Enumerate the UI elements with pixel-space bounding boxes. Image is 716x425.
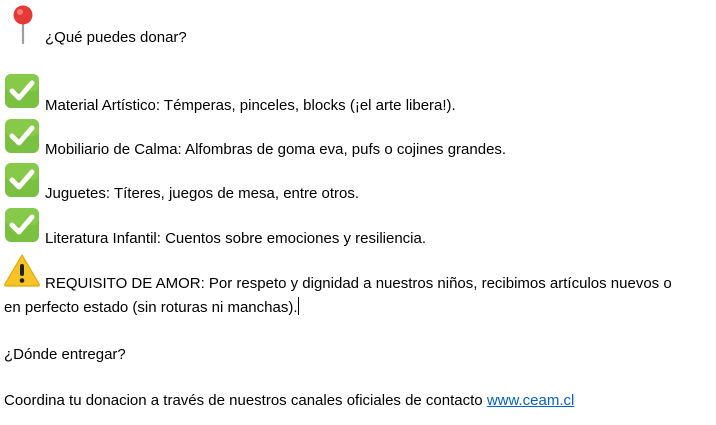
delivery-question: ¿Dónde entregar?	[4, 346, 126, 363]
list-item: Mobiliario de Calma: Alfombras de goma eva, pufs o cojines grandes.	[45, 141, 507, 158]
requirement-text-line-2	[4, 297, 299, 318]
check-mark-button-icon	[4, 73, 40, 109]
contact-line	[4, 391, 574, 411]
website-link[interactable]: www.ceam.cl	[486, 392, 575, 409]
check-mark-button-icon	[4, 118, 40, 154]
donation-question: ¿Qué puedes donar?	[45, 29, 187, 46]
text-cursor	[298, 297, 299, 315]
list-item: Literatura Infantil: Cuentos sobre emociones y resiliencia.	[45, 230, 427, 247]
warning-icon	[3, 253, 41, 287]
contact-text: Coordina tu donacion a través de nuestros canales oficiales de contacto	[4, 392, 483, 409]
round-pushpin-icon	[6, 4, 40, 44]
requirement-text: en perfecto estado (sin roturas ni manchas).	[4, 299, 298, 316]
list-item: Juguetes: Títeres, juegos de mesa, entre otros.	[45, 185, 360, 202]
check-mark-button-icon	[4, 162, 40, 198]
requirement-text-line-1: REQUISITO DE AMOR: Por respeto y dignidad a nuestros niños, recibimos artículos nuevos o	[45, 275, 672, 292]
list-item: Material Artístico: Témperas, pinceles, blocks (¡el arte libera!).	[45, 97, 456, 114]
check-mark-button-icon	[4, 207, 40, 243]
